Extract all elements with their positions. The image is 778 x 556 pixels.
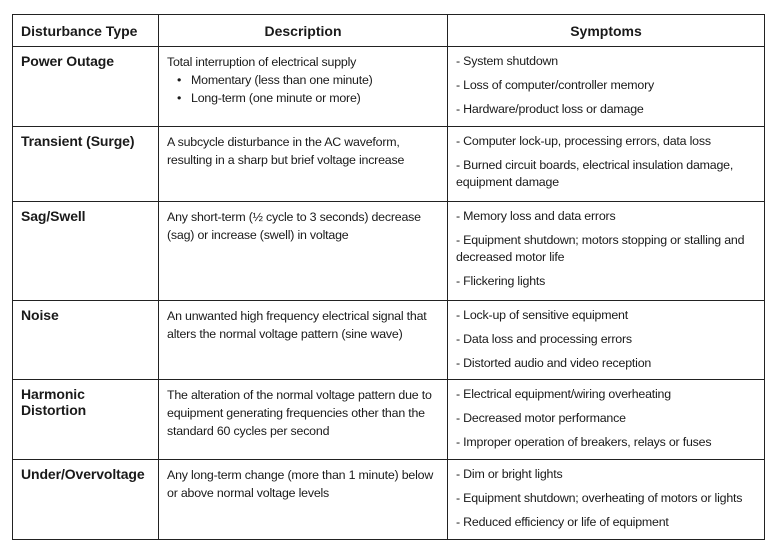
description-text: Total interruption of electrical supply <box>167 55 357 69</box>
symptom-item: - Reduced efficiency or life of equipment <box>456 515 669 529</box>
header-row <box>13 15 765 47</box>
symptom-item: - Loss of computer/controller memory <box>456 78 655 92</box>
table-row <box>13 301 765 380</box>
symptoms-cell <box>448 202 765 301</box>
symptom-item: - Decreased motor performance <box>456 411 626 425</box>
symptom-item: - System shutdown <box>456 54 558 68</box>
table-row <box>13 460 765 540</box>
bullet-icon: • <box>177 73 182 87</box>
description-text: A subcycle disturbance in the AC waveform, resulting in a sharp but brief voltage increase <box>167 135 405 167</box>
symptom-item: - Lock-up of sensitive equipment <box>456 308 628 322</box>
bullet-text: Momentary (less than one minute) <box>191 73 373 87</box>
description-text: The alteration of the normal voltage pattern due to equipment generating frequencies other than the standard 60 cycles per second <box>167 388 432 438</box>
symptoms-cell <box>448 47 765 127</box>
table-row <box>13 380 765 460</box>
symptom-item: - Equipment shutdown; overheating of motors or lights <box>456 491 743 505</box>
symptom-item: - Flickering lights <box>456 274 546 288</box>
symptom-item: - Improper operation of breakers, relays or fuses <box>456 435 712 449</box>
symptom-item: - Burned circuit boards, electrical insulation damage, equipment damage <box>456 158 734 189</box>
description-bullet <box>167 89 443 107</box>
disturbance-type-cell: Harmonic Distortion <box>13 380 159 460</box>
symptom-item: - Hardware/product loss or damage <box>456 102 644 116</box>
description-bullet <box>167 71 443 89</box>
bullet-icon: • <box>177 91 182 105</box>
description-cell <box>159 380 448 460</box>
symptom-item: - Distorted audio and video reception <box>456 356 652 370</box>
description-cell <box>159 460 448 540</box>
symptom-item: - Computer lock-up, processing errors, data loss <box>456 134 711 148</box>
disturbance-type-cell: Power Outage <box>13 47 159 127</box>
disturbance-table <box>12 14 765 540</box>
symptom-item: - Memory loss and data errors <box>456 209 616 223</box>
table-row <box>13 127 765 202</box>
description-cell <box>159 127 448 202</box>
symptom-item: - Electrical equipment/wiring overheating <box>456 387 671 401</box>
symptom-item: - Dim or bright lights <box>456 467 563 481</box>
header-symptoms: Symptoms <box>448 15 765 47</box>
disturbance-type-cell: Transient (Surge) <box>13 127 159 202</box>
table-row <box>13 202 765 301</box>
symptoms-cell <box>448 460 765 540</box>
description-text: Any long-term change (more than 1 minute) below or above normal voltage levels <box>167 468 434 500</box>
header-disturbance-type: Disturbance Type <box>13 15 159 47</box>
symptoms-cell <box>448 127 765 202</box>
description-cell <box>159 202 448 301</box>
symptoms-cell <box>448 380 765 460</box>
description-text: Any short-term (½ cycle to 3 seconds) decrease (sag) or increase (swell) in voltage <box>167 210 421 242</box>
description-cell <box>159 301 448 380</box>
table-row <box>13 47 765 127</box>
disturbance-type-cell: Noise <box>13 301 159 380</box>
disturbance-type-cell: Under/Overvoltage <box>13 460 159 540</box>
header-description: Description <box>159 15 448 47</box>
symptoms-cell <box>448 301 765 380</box>
symptom-item: - Data loss and processing errors <box>456 332 632 346</box>
bullet-text: Long-term (one minute or more) <box>191 91 361 105</box>
description-cell <box>159 47 448 127</box>
description-text: An unwanted high frequency electrical signal that alters the normal voltage pattern (sine wave) <box>167 309 427 341</box>
disturbance-type-cell: Sag/Swell <box>13 202 159 301</box>
symptom-item: - Equipment shutdown; motors stopping or stalling and decreased motor life <box>456 233 745 264</box>
